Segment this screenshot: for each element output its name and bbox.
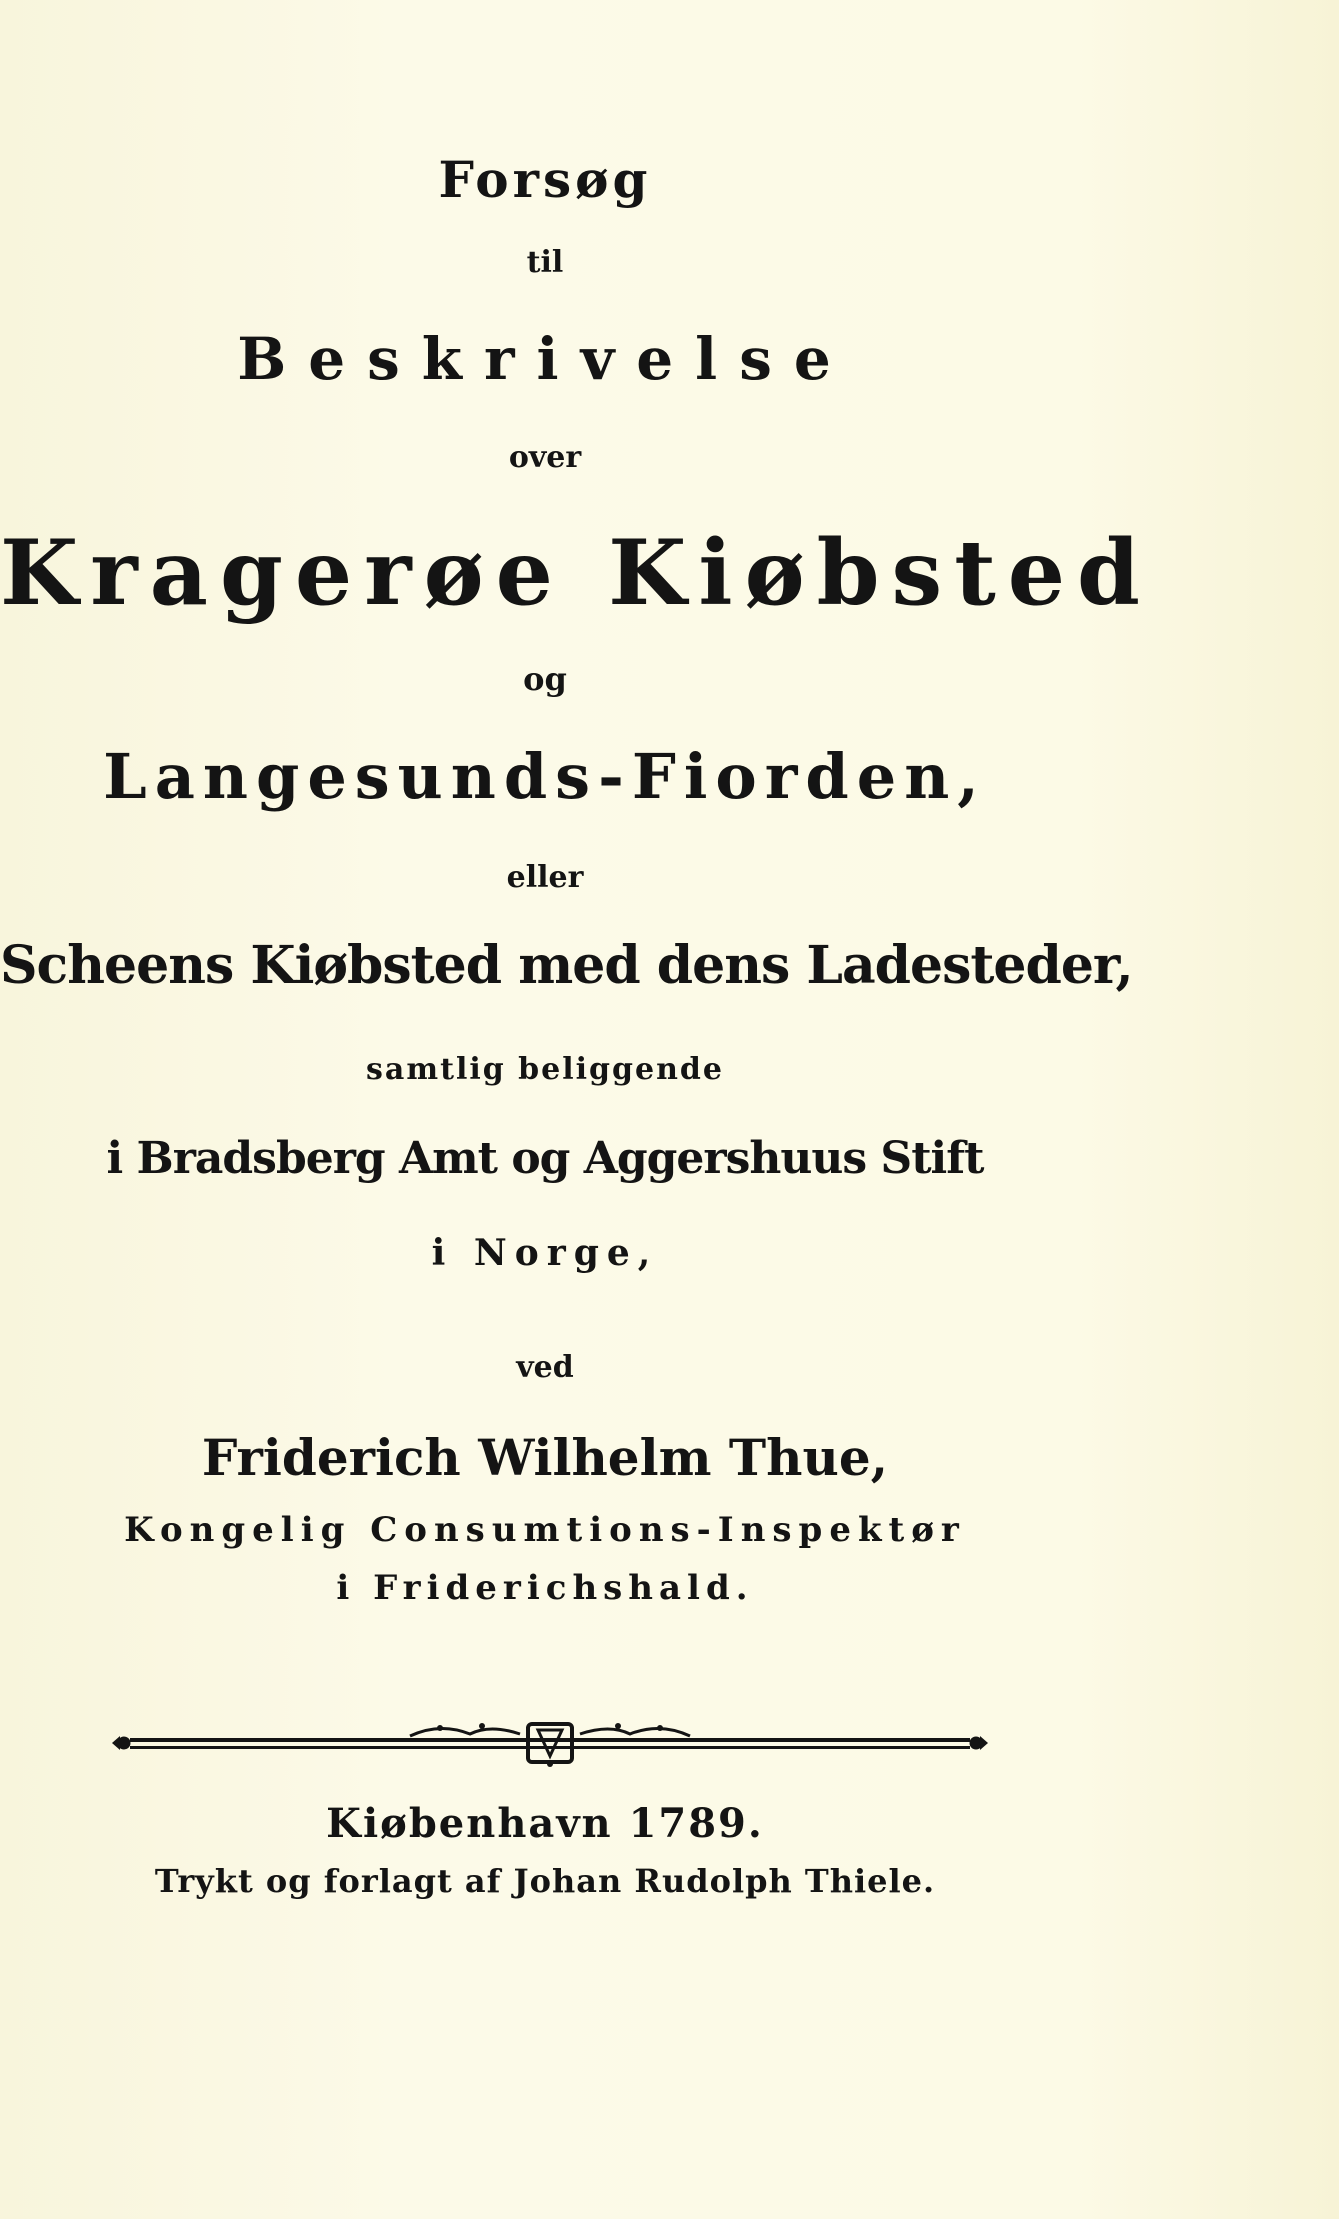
title-line-og: og: [523, 660, 567, 698]
title-line-til: til: [526, 245, 564, 280]
title-line-eller: eller: [506, 860, 584, 895]
title-line-langesunds-fiorden: Langesunds-Fiorden,: [103, 740, 987, 813]
title-line-beskrivelse: Beskrivelse: [237, 325, 853, 393]
title-line-over: over: [508, 440, 582, 475]
title-line-bradsberg: i Bradsberg Amt og Aggershuus Stift: [106, 1133, 984, 1184]
author-name: Friderich Wilhelm Thue,: [201, 1428, 889, 1487]
imprint-place-year: Kiøbenhavn 1789.: [326, 1800, 764, 1847]
ornamental-rule: [110, 1716, 990, 1768]
title-line-scheens: Scheens Kiøbsted med dens Ladesteder,: [0, 935, 1133, 996]
title-line-kragerøe-kiøbsted: Kragerøe Kiøbsted: [0, 520, 1152, 626]
title-line-i-norge: i Norge,: [431, 1232, 659, 1274]
imprint-printer: Trykt og forlagt af Johan Rudolph Thiele.: [154, 1862, 936, 1900]
title-line-ved: ved: [516, 1350, 574, 1385]
title-line-forsog: Forsøg: [438, 150, 652, 209]
title-line-samtlig: samtlig beliggende: [366, 1052, 724, 1087]
author-place: i Friderichshald.: [336, 1568, 754, 1608]
author-title: Kongelig Consumtions-Inspektør: [124, 1510, 966, 1550]
